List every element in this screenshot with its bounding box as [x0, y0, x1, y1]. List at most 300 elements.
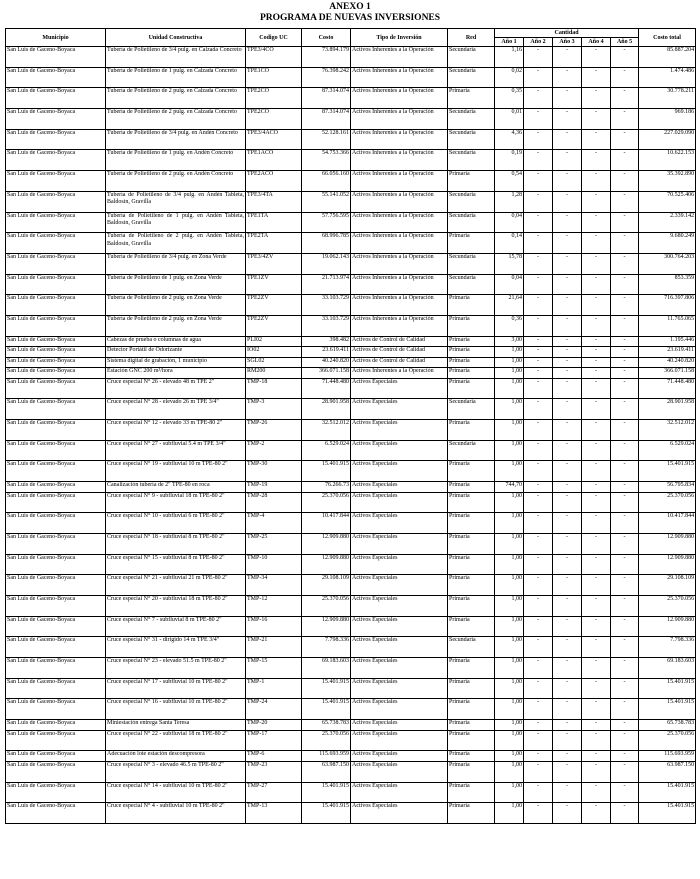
cell-unidad-constructiva: Tubería de Polietileno de 2 pulg. en Zona Verde	[106, 315, 246, 336]
cell-tipo-inversion: Activos de Control de Calidad	[351, 347, 448, 358]
cell-unidad-constructiva: Cruce especial N° 9 - subfluvial 18 m TPE-80 2"	[106, 492, 246, 513]
cell-red: Primaria	[448, 295, 495, 316]
cell-anio-2: -	[524, 482, 553, 493]
cell-anio-4: -	[582, 150, 611, 171]
cell-unidad-constructiva: Tubería de Polietileno de 3/4 pulg. en Zona Verde	[106, 253, 246, 274]
cell-red: Primaria	[448, 751, 495, 762]
cell-municipio: San Luis de Gaceno-Boyaca	[6, 47, 106, 68]
table-row	[6, 720, 696, 731]
cell-anio-2: -	[524, 399, 553, 420]
cell-anio-5: -	[611, 171, 639, 192]
cell-codigo-uc: TMP-13	[246, 803, 302, 824]
cell-codigo-uc: TPE2CO	[246, 109, 302, 130]
cell-costo-total: 227.029.090	[639, 129, 696, 150]
cell-anio-3: -	[553, 575, 582, 596]
cell-tipo-inversion: Activos Inherentes a la Operación	[351, 67, 448, 88]
cell-costo: 10.417.844	[302, 513, 351, 534]
header-anio-2: Año 2	[524, 38, 553, 47]
cell-anio-4: -	[582, 678, 611, 699]
cell-codigo-uc: IO02	[246, 347, 302, 358]
cell-costo-total: 1.195.446	[639, 336, 696, 347]
cell-codigo-uc: TPE2ZV	[246, 295, 302, 316]
cell-anio-1: 1,00	[495, 678, 524, 699]
cell-unidad-constructiva: Cruce especial N° 10 - subfluvial 6 m TPE-80 2"	[106, 513, 246, 534]
cell-anio-4: -	[582, 751, 611, 762]
cell-red: Primaria	[448, 233, 495, 254]
cell-anio-4: -	[582, 730, 611, 751]
cell-unidad-constructiva: Tubería de Polietileno de 1 pulg. en Andén Tableta, Baldosin, Gravilla	[106, 212, 246, 233]
cell-anio-3: -	[553, 440, 582, 461]
cell-costo-total: 366.071.158	[639, 368, 696, 379]
cell-municipio: San Luis de Gaceno-Boyaca	[6, 150, 106, 171]
cell-tipo-inversion: Activos Inherentes a la Operación	[351, 47, 448, 68]
cell-tipo-inversion: Activos Especiales	[351, 616, 448, 637]
cell-anio-4: -	[582, 720, 611, 731]
cell-unidad-constructiva: Tubería de Polietileno de 2 pulg. en Zona Verde	[106, 295, 246, 316]
cell-anio-4: -	[582, 336, 611, 347]
cell-costo: 12.909.880	[302, 616, 351, 637]
cell-municipio: San Luis de Gaceno-Boyaca	[6, 596, 106, 617]
cell-codigo-uc: TMP-34	[246, 575, 302, 596]
cell-costo-total: 853.359	[639, 274, 696, 295]
cell-municipio: San Luis de Gaceno-Boyaca	[6, 399, 106, 420]
cell-costo-total: 28.901.958	[639, 399, 696, 420]
cell-anio-5: -	[611, 336, 639, 347]
cell-anio-1: 1,00	[495, 803, 524, 824]
cell-municipio: San Luis de Gaceno-Boyaca	[6, 616, 106, 637]
cell-municipio: San Luis de Gaceno-Boyaca	[6, 212, 106, 233]
cell-codigo-uc: TMP-28	[246, 492, 302, 513]
cell-costo: 23.619.411	[302, 347, 351, 358]
cell-costo: 25.370.056	[302, 596, 351, 617]
table-row	[6, 596, 696, 617]
cell-codigo-uc: TMP-16	[246, 616, 302, 637]
cell-anio-3: -	[553, 336, 582, 347]
cell-anio-3: -	[553, 461, 582, 482]
cell-anio-5: -	[611, 67, 639, 88]
cell-unidad-constructiva: Tubería de Polietileno de 3/4 pulg. en Calzada Concreto	[106, 47, 246, 68]
cell-costo: 25.370.056	[302, 492, 351, 513]
cell-anio-1: 0,54	[495, 171, 524, 192]
table-row	[6, 482, 696, 493]
cell-costo: 55.141.052	[302, 191, 351, 212]
cell-anio-1: 15,78	[495, 253, 524, 274]
cell-tipo-inversion: Activos Inherentes a la Operación	[351, 274, 448, 295]
cell-anio-3: -	[553, 637, 582, 658]
cell-red: Primaria	[448, 575, 495, 596]
table-row	[6, 699, 696, 720]
table-row	[6, 315, 696, 336]
cell-unidad-constructiva: Cruce especial N° 16 - subfluvial 10 m TPE-80 2"	[106, 699, 246, 720]
cell-anio-1: 1,00	[495, 554, 524, 575]
cell-unidad-constructiva: Cruce especial N° 27 - subfluvial 5.4 m TPE 3/4"	[106, 440, 246, 461]
cell-red: Primaria	[448, 720, 495, 731]
cell-anio-1: 1,00	[495, 658, 524, 679]
cell-anio-2: -	[524, 492, 553, 513]
cell-anio-3: -	[553, 658, 582, 679]
cell-costo-total: 85.887.204	[639, 47, 696, 68]
cell-anio-3: -	[553, 720, 582, 731]
cell-codigo-uc: TPE2CO	[246, 88, 302, 109]
cell-anio-2: -	[524, 678, 553, 699]
cell-costo: 71.448.480	[302, 378, 351, 399]
cell-costo-total: 716.397.806	[639, 295, 696, 316]
cell-codigo-uc: TMP-2	[246, 440, 302, 461]
cell-red: Secundaria	[448, 129, 495, 150]
cell-red: Secundaria	[448, 440, 495, 461]
cell-red: Primaria	[448, 554, 495, 575]
cell-anio-5: -	[611, 347, 639, 358]
cell-red: Primaria	[448, 803, 495, 824]
cell-codigo-uc: TPE1ACO	[246, 150, 302, 171]
table-row	[6, 616, 696, 637]
cell-tipo-inversion: Activos Especiales	[351, 637, 448, 658]
cell-anio-3: -	[553, 171, 582, 192]
cell-anio-2: -	[524, 554, 553, 575]
cell-municipio: San Luis de Gaceno-Boyaca	[6, 637, 106, 658]
cell-anio-4: -	[582, 253, 611, 274]
cell-anio-3: -	[553, 233, 582, 254]
cell-municipio: San Luis de Gaceno-Boyaca	[6, 274, 106, 295]
cell-codigo-uc: TMP-15	[246, 658, 302, 679]
cell-anio-1: 1,00	[495, 513, 524, 534]
cell-anio-5: -	[611, 596, 639, 617]
cell-anio-5: -	[611, 109, 639, 130]
cell-tipo-inversion: Activos Especiales	[351, 575, 448, 596]
cell-costo-total: 25.370.056	[639, 730, 696, 751]
cell-tipo-inversion: Activos Inherentes a la Operación	[351, 368, 448, 379]
cell-costo: 69.183.603	[302, 658, 351, 679]
cell-anio-5: -	[611, 129, 639, 150]
cell-anio-1: 1,00	[495, 357, 524, 368]
cell-municipio: San Luis de Gaceno-Boyaca	[6, 295, 106, 316]
table-row	[6, 513, 696, 534]
cell-tipo-inversion: Activos Especiales	[351, 699, 448, 720]
cell-municipio: San Luis de Gaceno-Boyaca	[6, 315, 106, 336]
cell-tipo-inversion: Activos Especiales	[351, 440, 448, 461]
cell-costo-total: 25.370.056	[639, 492, 696, 513]
cell-municipio: San Luis de Gaceno-Boyaca	[6, 761, 106, 782]
cell-anio-1: 1,00	[495, 533, 524, 554]
cell-anio-2: -	[524, 699, 553, 720]
cell-anio-1: 1,00	[495, 492, 524, 513]
cell-anio-4: -	[582, 461, 611, 482]
cell-anio-1: 1,16	[495, 47, 524, 68]
cell-municipio: San Luis de Gaceno-Boyaca	[6, 171, 106, 192]
cell-tipo-inversion: Activos Especiales	[351, 513, 448, 534]
cell-municipio: San Luis de Gaceno-Boyaca	[6, 357, 106, 368]
cell-anio-4: -	[582, 315, 611, 336]
cell-anio-2: -	[524, 637, 553, 658]
cell-anio-4: -	[582, 482, 611, 493]
cell-anio-5: -	[611, 482, 639, 493]
cell-anio-3: -	[553, 699, 582, 720]
cell-anio-4: -	[582, 699, 611, 720]
cell-anio-2: -	[524, 129, 553, 150]
cell-anio-3: -	[553, 315, 582, 336]
cell-anio-2: -	[524, 109, 553, 130]
cell-codigo-uc: TMP-30	[246, 461, 302, 482]
cell-unidad-constructiva: Cruce especial N° 14 - subfluvial 10 m TPE-80 2"	[106, 782, 246, 803]
cell-municipio: San Luis de Gaceno-Boyaca	[6, 782, 106, 803]
cell-anio-4: -	[582, 596, 611, 617]
cell-anio-2: -	[524, 253, 553, 274]
cell-red: Primaria	[448, 357, 495, 368]
cell-anio-1: 0,14	[495, 233, 524, 254]
cell-tipo-inversion: Activos Especiales	[351, 554, 448, 575]
cell-unidad-constructiva: Cabezas de prueba o columnas de agua	[106, 336, 246, 347]
cell-anio-5: -	[611, 233, 639, 254]
table-row	[6, 575, 696, 596]
cell-costo-total: 2.339.142	[639, 212, 696, 233]
cell-costo: 40.240.820	[302, 357, 351, 368]
cell-anio-4: -	[582, 347, 611, 358]
table-row	[6, 88, 696, 109]
table-row	[6, 492, 696, 513]
cell-anio-2: -	[524, 274, 553, 295]
cell-anio-4: -	[582, 233, 611, 254]
cell-anio-3: -	[553, 678, 582, 699]
cell-anio-5: -	[611, 295, 639, 316]
cell-anio-4: -	[582, 440, 611, 461]
cell-costo-total: 70.525.406	[639, 191, 696, 212]
cell-anio-2: -	[524, 67, 553, 88]
cell-anio-5: -	[611, 678, 639, 699]
table-row	[6, 336, 696, 347]
cell-municipio: San Luis de Gaceno-Boyaca	[6, 129, 106, 150]
cell-anio-2: -	[524, 461, 553, 482]
investment-table	[5, 28, 696, 824]
cell-red: Primaria	[448, 699, 495, 720]
cell-costo: 87.314.074	[302, 109, 351, 130]
cell-tipo-inversion: Activos Especiales	[351, 803, 448, 824]
cell-costo-total: 69.183.603	[639, 658, 696, 679]
header-red: Red	[448, 29, 495, 47]
cell-anio-3: -	[553, 533, 582, 554]
cell-anio-5: -	[611, 368, 639, 379]
cell-unidad-constructiva: Cruce especial N° 31 - dirigido 14 m TPE 3/4"	[106, 637, 246, 658]
header-costo: Costo	[302, 29, 351, 47]
cell-anio-3: -	[553, 399, 582, 420]
cell-municipio: San Luis de Gaceno-Boyaca	[6, 440, 106, 461]
cell-costo: 28.901.958	[302, 399, 351, 420]
cell-municipio: San Luis de Gaceno-Boyaca	[6, 347, 106, 358]
cell-anio-1: 1,28	[495, 191, 524, 212]
cell-anio-3: -	[553, 761, 582, 782]
cell-anio-1: 1,00	[495, 616, 524, 637]
cell-anio-2: -	[524, 47, 553, 68]
cell-anio-2: -	[524, 440, 553, 461]
cell-anio-5: -	[611, 212, 639, 233]
cell-unidad-constructiva: Tubería de Polietileno de 1 pulg. en Andén Concreto	[106, 150, 246, 171]
annex-title: ANEXO 1	[329, 2, 371, 12]
cell-anio-3: -	[553, 150, 582, 171]
cell-anio-3: -	[553, 212, 582, 233]
cell-anio-1: 0,35	[495, 88, 524, 109]
table-row	[6, 730, 696, 751]
table-row	[6, 150, 696, 171]
cell-red: Primaria	[448, 88, 495, 109]
cell-anio-5: -	[611, 554, 639, 575]
cell-anio-2: -	[524, 658, 553, 679]
table-row	[6, 420, 696, 441]
cell-anio-3: -	[553, 730, 582, 751]
cell-red: Primaria	[448, 533, 495, 554]
cell-codigo-uc: TMP-23	[246, 761, 302, 782]
table-row	[6, 461, 696, 482]
cell-unidad-constructiva: Cruce especial N° 22 - subfluvial 18 m TPE-80 2"	[106, 730, 246, 751]
cell-anio-2: -	[524, 212, 553, 233]
table-row	[6, 658, 696, 679]
cell-municipio: San Luis de Gaceno-Boyaca	[6, 575, 106, 596]
cell-anio-5: -	[611, 315, 639, 336]
cell-municipio: San Luis de Gaceno-Boyaca	[6, 336, 106, 347]
cell-red: Primaria	[448, 782, 495, 803]
cell-red: Secundaria	[448, 399, 495, 420]
table-row	[6, 554, 696, 575]
table-row	[6, 295, 696, 316]
cell-anio-3: -	[553, 357, 582, 368]
cell-tipo-inversion: Activos Especiales	[351, 658, 448, 679]
cell-tipo-inversion: Activos Especiales	[351, 596, 448, 617]
cell-anio-4: -	[582, 637, 611, 658]
cell-anio-3: -	[553, 492, 582, 513]
cell-anio-1: 1,00	[495, 699, 524, 720]
header-unidad-constructiva: Unidad Constructiva	[106, 29, 246, 47]
cell-codigo-uc: TMP-24	[246, 699, 302, 720]
cell-tipo-inversion: Activos Especiales	[351, 420, 448, 441]
cell-red: Secundaria	[448, 212, 495, 233]
cell-anio-4: -	[582, 575, 611, 596]
cell-costo: 15.401.915	[302, 699, 351, 720]
cell-anio-4: -	[582, 274, 611, 295]
cell-anio-5: -	[611, 637, 639, 658]
cell-tipo-inversion: Activos Inherentes a la Operación	[351, 109, 448, 130]
cell-municipio: San Luis de Gaceno-Boyaca	[6, 233, 106, 254]
cell-tipo-inversion: Activos Inherentes a la Operación	[351, 88, 448, 109]
cell-anio-2: -	[524, 533, 553, 554]
cell-unidad-constructiva: Tubería de Polietileno de 1 pulg. en Zona Verde	[106, 274, 246, 295]
cell-anio-3: -	[553, 47, 582, 68]
cell-costo-total: 10.417.844	[639, 513, 696, 534]
cell-anio-1: 1,00	[495, 347, 524, 358]
cell-tipo-inversion: Activos Inherentes a la Operación	[351, 150, 448, 171]
cell-municipio: San Luis de Gaceno-Boyaca	[6, 554, 106, 575]
header-cantidad: Cantidad	[495, 29, 639, 38]
cell-tipo-inversion: Activos Inherentes a la Operación	[351, 129, 448, 150]
cell-anio-2: -	[524, 720, 553, 731]
cell-anio-2: -	[524, 233, 553, 254]
cell-costo-total: 32.512.012	[639, 420, 696, 441]
cell-anio-5: -	[611, 616, 639, 637]
cell-anio-1: 0,04	[495, 212, 524, 233]
cell-anio-1: 1,00	[495, 368, 524, 379]
cell-red: Primaria	[448, 616, 495, 637]
cell-anio-2: -	[524, 596, 553, 617]
cell-red: Primaria	[448, 658, 495, 679]
cell-anio-3: -	[553, 420, 582, 441]
cell-costo-total: 12.909.880	[639, 616, 696, 637]
cell-costo-total: 15.401.915	[639, 782, 696, 803]
cell-red: Primaria	[448, 761, 495, 782]
cell-anio-4: -	[582, 295, 611, 316]
cell-anio-5: -	[611, 399, 639, 420]
cell-costo: 15.401.915	[302, 782, 351, 803]
cell-costo: 15.401.915	[302, 461, 351, 482]
cell-anio-2: -	[524, 357, 553, 368]
table-row	[6, 67, 696, 88]
table-row	[6, 678, 696, 699]
cell-costo: 15.401.915	[302, 803, 351, 824]
cell-anio-3: -	[553, 803, 582, 824]
cell-codigo-uc: TMP-1	[246, 678, 302, 699]
cell-anio-2: -	[524, 88, 553, 109]
cell-anio-5: -	[611, 253, 639, 274]
cell-costo-total: 1.474.486	[639, 67, 696, 88]
cell-anio-3: -	[553, 378, 582, 399]
cell-anio-4: -	[582, 368, 611, 379]
cell-municipio: San Luis de Gaceno-Boyaca	[6, 803, 106, 824]
cell-costo: 398.482	[302, 336, 351, 347]
cell-tipo-inversion: Activos Especiales	[351, 761, 448, 782]
cell-costo-total: 23.619.411	[639, 347, 696, 358]
table-row	[6, 533, 696, 554]
cell-anio-3: -	[553, 191, 582, 212]
cell-codigo-uc: TPE3/4CO	[246, 47, 302, 68]
cell-unidad-constructiva: Cruce especial N° 19 - subfluvial 10 m TPE-80 2"	[106, 461, 246, 482]
cell-anio-4: -	[582, 212, 611, 233]
cell-anio-5: -	[611, 492, 639, 513]
cell-anio-3: -	[553, 482, 582, 493]
cell-codigo-uc: PLI02	[246, 336, 302, 347]
cell-costo-total: 40.240.820	[639, 357, 696, 368]
cell-unidad-constructiva: Cruce especial N° 3 - elevado 46.5 m TPE-80 2"	[106, 761, 246, 782]
cell-anio-2: -	[524, 191, 553, 212]
cell-codigo-uc: TMP-3	[246, 399, 302, 420]
cell-costo-total: 29.108.109	[639, 575, 696, 596]
cell-costo-total: 35.392.890	[639, 171, 696, 192]
cell-red: Primaria	[448, 420, 495, 441]
cell-anio-4: -	[582, 378, 611, 399]
cell-costo-total: 12.909.880	[639, 554, 696, 575]
cell-costo-total: 30.778.211	[639, 88, 696, 109]
header-municipio: Municipio	[6, 29, 106, 47]
cell-costo: 33.103.729	[302, 315, 351, 336]
cell-costo-total: 65.738.783	[639, 720, 696, 731]
cell-costo-total: 15.401.915	[639, 699, 696, 720]
header-tipo-inversion: Tipo de Inversión	[351, 29, 448, 47]
cell-costo: 76.398.242	[302, 67, 351, 88]
cell-municipio: San Luis de Gaceno-Boyaca	[6, 461, 106, 482]
cell-costo: 32.512.012	[302, 420, 351, 441]
cell-costo: 12.909.880	[302, 554, 351, 575]
cell-anio-4: -	[582, 357, 611, 368]
cell-anio-1: 1,00	[495, 420, 524, 441]
cell-anio-1: 1,00	[495, 720, 524, 731]
cell-costo: 54.753.366	[302, 150, 351, 171]
cell-anio-5: -	[611, 378, 639, 399]
cell-anio-5: -	[611, 751, 639, 762]
cell-unidad-constructiva: Cruce especial N° 20 - subfluvial 18 m TPE-80 2"	[106, 596, 246, 617]
cell-unidad-constructiva: Cruce especial N° 28 - elevado 26 m TPE 3/4"	[106, 399, 246, 420]
cell-municipio: San Luis de Gaceno-Boyaca	[6, 720, 106, 731]
cell-tipo-inversion: Activos Inherentes a la Operación	[351, 253, 448, 274]
cell-anio-2: -	[524, 171, 553, 192]
cell-anio-4: -	[582, 88, 611, 109]
cell-unidad-constructiva: Estación GNC 200 m³/hora	[106, 368, 246, 379]
table-row	[6, 274, 696, 295]
cell-costo: 25.370.056	[302, 730, 351, 751]
